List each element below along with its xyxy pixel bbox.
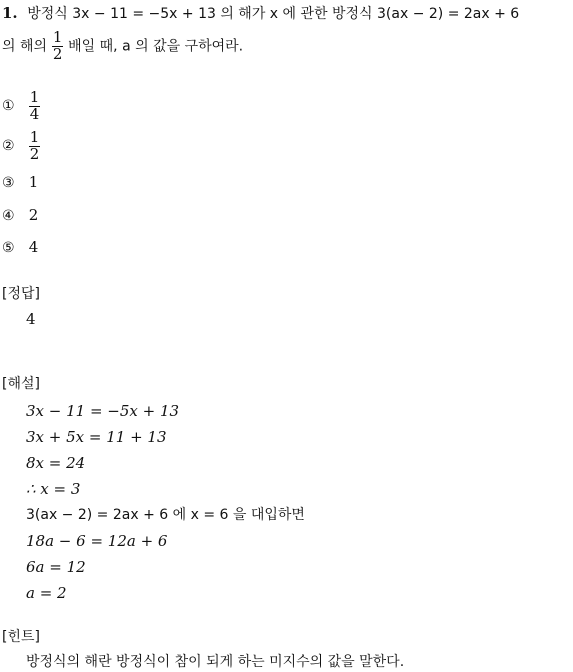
choice-value: 1 (28, 173, 39, 191)
solution-step: ∴ x = 3 (26, 480, 81, 498)
solution-step: 3x − 11 = −5x + 13 (26, 402, 180, 420)
solution-step: 3(ax − 2) = 2ax + 6 에 x = 6 을 대입하면 (26, 507, 305, 523)
problem-fraction: $\frac{1}{2}$ (52, 28, 63, 63)
solution-step: 3x + 5x = 11 + 13 (26, 428, 167, 446)
choice-marker: ① (2, 98, 15, 115)
answer-label: [정답] (2, 286, 40, 302)
choice-marker: ② (2, 138, 15, 155)
solution-step: a = 2 (26, 584, 67, 602)
choice-4[interactable] (2, 208, 38, 223)
choice-marker: ④ (2, 208, 15, 224)
solution-label: [해설] (2, 376, 40, 392)
choice-fraction: $\frac{1}{2}$ (29, 128, 40, 163)
choice-value: 2 (28, 206, 39, 224)
choice-marker: ⑤ (2, 240, 15, 256)
hint-label: [힌트] (2, 629, 40, 645)
hint-text: 방정식의 해란 방정식이 참이 되게 하는 미지수의 값을 말한다. (26, 654, 405, 670)
choice-fraction: $\frac{1}{4}$ (29, 88, 40, 123)
choice-marker: ③ (2, 175, 15, 191)
solution-step: 8x = 24 (26, 454, 86, 472)
problem-text-prefix: 의 해의 (2, 38, 48, 55)
problem-line-1 (2, 6, 519, 21)
choice-1[interactable] (2, 90, 40, 123)
problem-text-line-1: 방정식 3x − 11 = −5x + 13 의 해가 x 에 관한 방정식 3(ax − 2) = 2ax + 6 (27, 6, 520, 22)
problem-line-2 (2, 30, 243, 63)
answer-value: 4 (26, 310, 36, 328)
choice-2[interactable] (2, 130, 40, 163)
solution-step: 18a − 6 = 12a + 6 (26, 532, 168, 550)
choice-value: 4 (28, 238, 39, 256)
choice-3[interactable] (2, 175, 38, 190)
problem-text-suffix: 배일 때, a 의 값을 구하여라. (68, 38, 244, 55)
choice-5[interactable] (2, 240, 38, 255)
problem-number: 1. (2, 4, 18, 22)
solution-step: 6a = 12 (26, 558, 86, 576)
